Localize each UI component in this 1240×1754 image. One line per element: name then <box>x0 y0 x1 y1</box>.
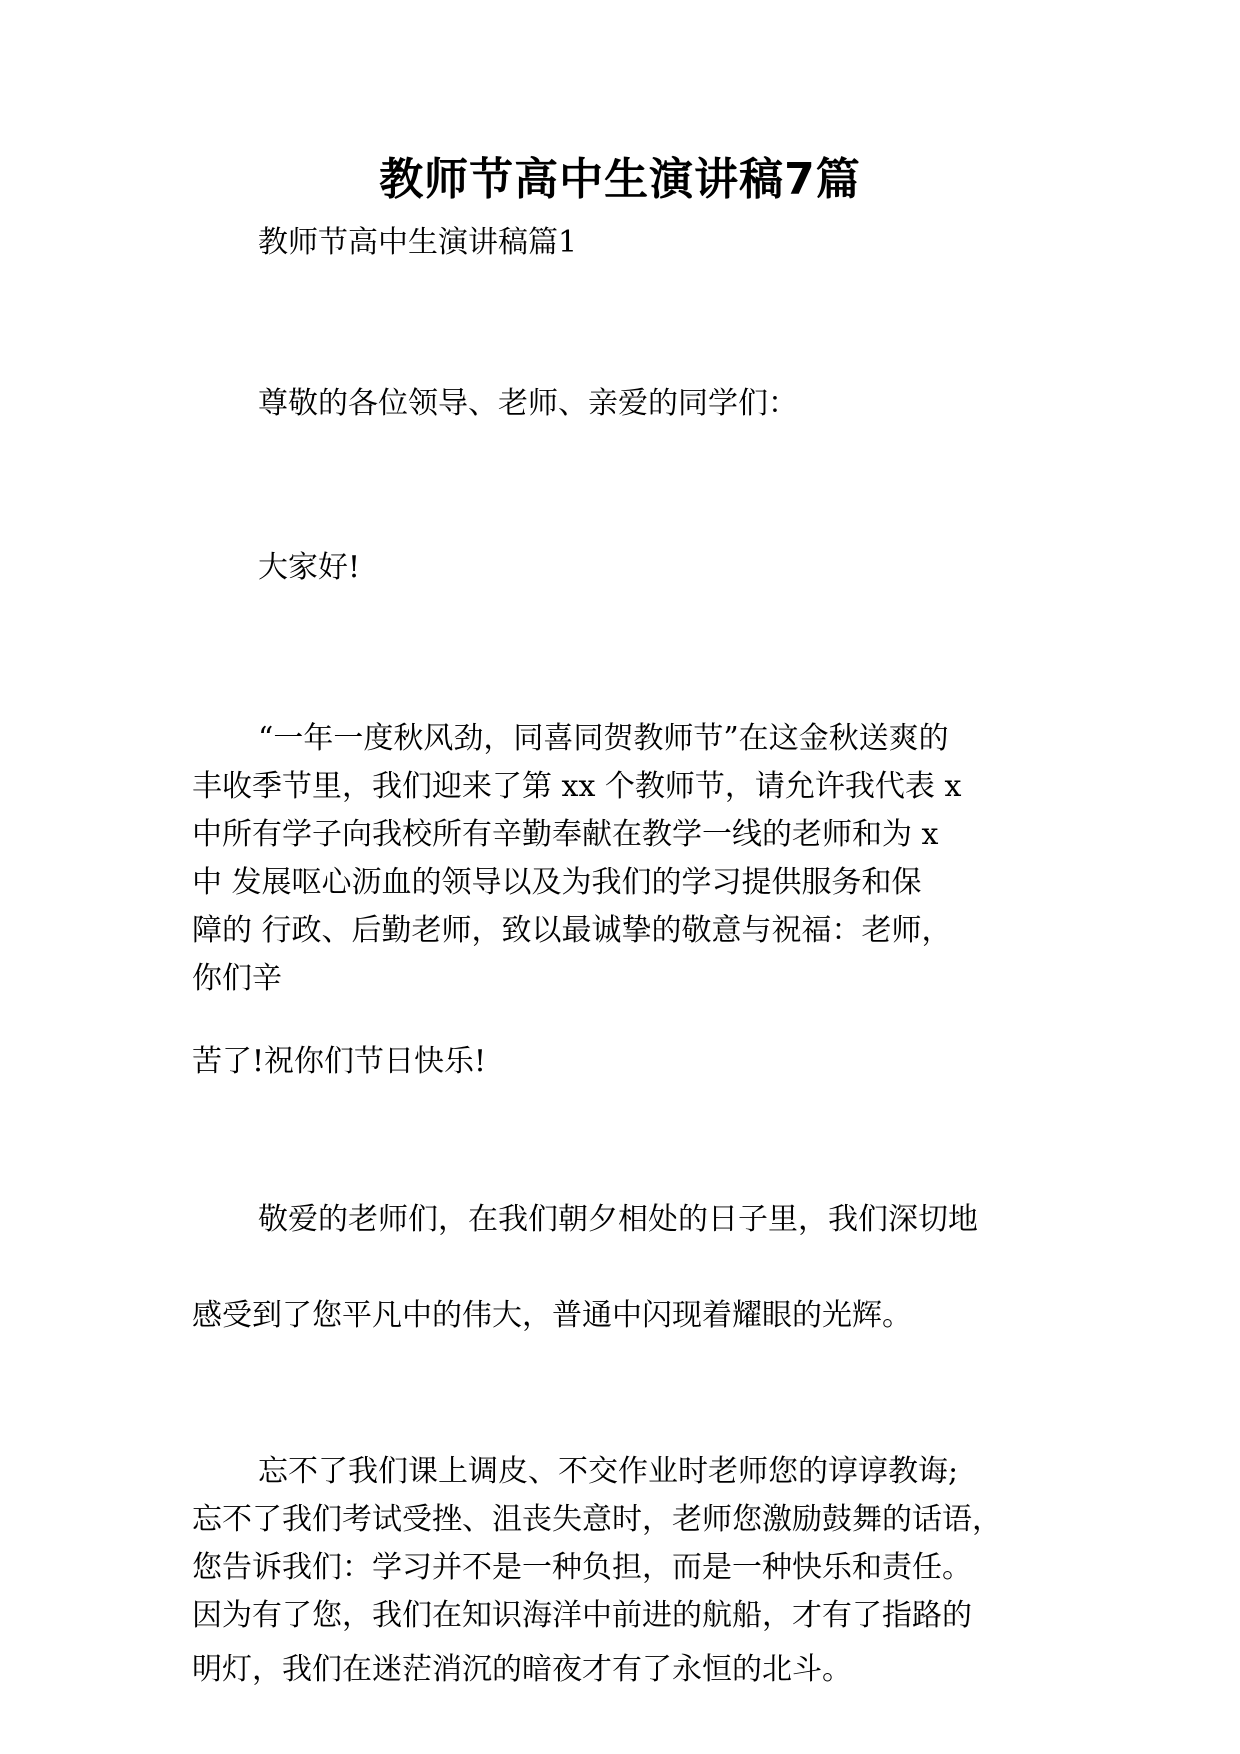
paragraph-line: 中所有学子向我校所有辛勤奉献在教学一线的老师和为 x <box>192 817 939 852</box>
paragraph-line: 忘不了我们考试受挫、沮丧失意时，老师您激励鼓舞的话语， <box>192 1502 1002 1537</box>
paragraph-line: 您告诉我们：学习并不是一种负担，而是一种快乐和责任。 <box>192 1550 972 1585</box>
paragraph-line: 苦了!祝你们节日快乐! <box>192 1044 487 1079</box>
paragraph-line: 忘不了我们课上调皮、不交作业时老师您的谆谆教诲; <box>258 1454 959 1489</box>
paragraph-line: “一年一度秋风劲，同喜同贺教师节”在这金秋送爽的 <box>258 721 949 756</box>
greeting-line: 尊敬的各位领导、老师、亲爱的同学们： <box>258 386 798 421</box>
paragraph-teachers <box>192 1196 1052 1388</box>
paragraph-opening <box>192 715 1052 1003</box>
paragraph-line: 中 发展呕心沥血的领导以及为我们的学习提供服务和保 <box>192 865 922 900</box>
paragraph-line: 敬爱的老师们，在我们朝夕相处的日子里，我们深切地 <box>258 1202 978 1237</box>
paragraph-memories <box>192 1448 1052 1694</box>
paragraph-continued <box>192 1038 1052 1086</box>
paragraph-line: 你们辛 <box>192 961 282 996</box>
paragraph-line: 丰收季节里，我们迎来了第 xx 个教师节，请允许我代表 x <box>192 769 962 804</box>
paragraph-line: 明灯，我们在迷茫消沉的暗夜才有了永恒的北斗。 <box>192 1652 852 1687</box>
paragraph-line: 障的 行政、后勤老师，致以最诚挚的敬意与祝福：老师， <box>192 913 952 948</box>
hello-line: 大家好! <box>258 550 361 585</box>
paragraph-line: 因为有了您，我们在知识海洋中前进的航船，才有了指路的 <box>192 1598 972 1633</box>
section-heading: 教师节高中生演讲稿篇1 <box>258 225 578 260</box>
document-title: 教师节高中生演讲稿7篇 <box>379 154 861 205</box>
paragraph-line: 感受到了您平凡中的伟大，普通中闪现着耀眼的光辉。 <box>192 1298 912 1333</box>
